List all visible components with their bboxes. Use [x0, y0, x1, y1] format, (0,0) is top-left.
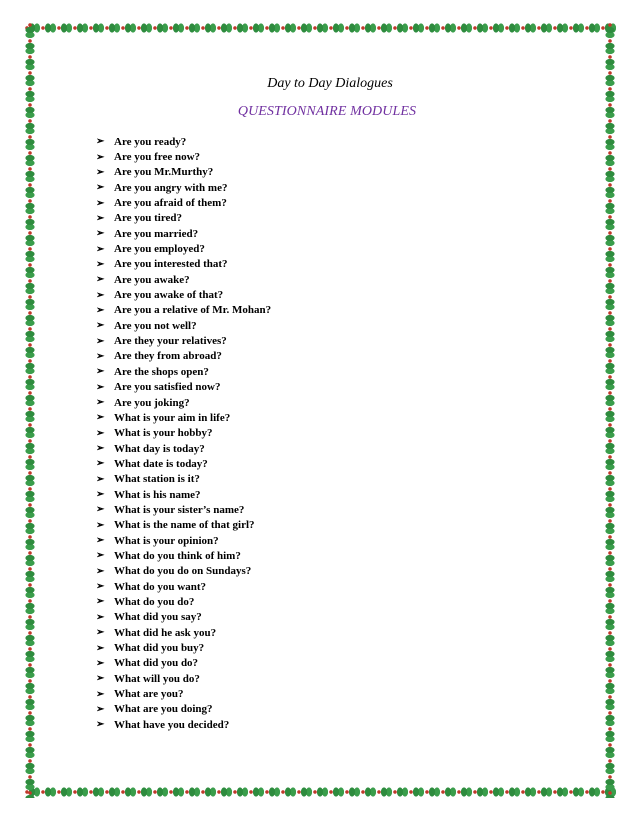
list-item	[96, 594, 576, 609]
question-text: Are you a relative of Mr. Mohan?	[114, 304, 272, 317]
question-text: What do you do?	[114, 595, 195, 608]
question-text: What are you doing?	[114, 703, 213, 716]
question-text: What did he ask you?	[114, 626, 217, 639]
arrow-check-bullet-icon: ➢	[96, 504, 105, 516]
arrow-check-bullet-icon: ➢	[96, 673, 105, 685]
holly-border-left	[24, 22, 36, 798]
list-item	[96, 241, 576, 256]
question-text: What did you say?	[114, 611, 202, 624]
list-item	[96, 441, 576, 456]
list-item	[96, 487, 576, 502]
list-item	[96, 426, 576, 441]
list-item	[96, 671, 576, 686]
arrow-check-bullet-icon: ➢	[96, 489, 105, 501]
arrow-check-bullet-icon: ➢	[96, 366, 105, 378]
question-text: What date is today?	[114, 457, 208, 470]
question-text: What station is it?	[114, 473, 200, 486]
question-list	[96, 134, 576, 732]
arrow-check-bullet-icon: ➢	[96, 473, 105, 485]
arrow-check-bullet-icon: ➢	[96, 320, 105, 332]
list-item	[96, 211, 576, 226]
question-text: What is your opinion?	[114, 534, 219, 547]
question-text: What did you do?	[114, 657, 199, 670]
arrow-check-bullet-icon: ➢	[96, 166, 105, 178]
question-text: Are you ready?	[114, 135, 187, 148]
question-text: Are you satisfied now?	[114, 381, 221, 394]
list-item	[96, 702, 576, 717]
arrow-check-bullet-icon: ➢	[96, 258, 105, 270]
question-text: Are you married?	[114, 227, 199, 240]
arrow-check-bullet-icon: ➢	[96, 581, 105, 593]
question-text: Are they your relatives?	[114, 335, 227, 348]
arrow-check-bullet-icon: ➢	[96, 627, 105, 639]
arrow-check-bullet-icon: ➢	[96, 611, 105, 623]
question-text: What do you want?	[114, 580, 206, 593]
question-text: Are you angry with me?	[114, 181, 228, 194]
holly-border-bottom	[24, 786, 616, 798]
arrow-check-bullet-icon: ➢	[96, 642, 105, 654]
arrow-check-bullet-icon: ➢	[96, 381, 105, 393]
list-item	[96, 303, 576, 318]
question-text: Are they from abroad?	[114, 350, 222, 363]
question-text: Are you interested that?	[114, 258, 228, 271]
arrow-check-bullet-icon: ➢	[96, 350, 105, 362]
question-text: Are you Mr.Murthy?	[114, 166, 214, 179]
arrow-check-bullet-icon: ➢	[96, 443, 105, 455]
arrow-check-bullet-icon: ➢	[96, 136, 105, 148]
page-title-text: Day to Day Dialogues	[267, 76, 393, 91]
arrow-check-bullet-icon: ➢	[96, 151, 105, 163]
question-text: What have you decided?	[114, 718, 230, 731]
list-item	[96, 610, 576, 625]
question-text: What did you buy?	[114, 642, 205, 655]
list-item	[96, 656, 576, 671]
arrow-check-bullet-icon: ➢	[96, 535, 105, 547]
arrow-check-bullet-icon: ➢	[96, 182, 105, 194]
question-text: What do you do on Sundays?	[114, 565, 252, 578]
arrow-check-bullet-icon: ➢	[96, 335, 105, 347]
page-subtitle	[0, 104, 638, 120]
list-item	[96, 410, 576, 425]
question-text: Are you employed?	[114, 243, 205, 256]
arrow-check-bullet-icon: ➢	[96, 565, 105, 577]
arrow-check-bullet-icon: ➢	[96, 228, 105, 240]
arrow-check-bullet-icon: ➢	[96, 304, 105, 316]
question-text: What do you think of him?	[114, 549, 241, 562]
list-item	[96, 149, 576, 164]
arrow-check-bullet-icon: ➢	[96, 412, 105, 424]
list-item	[96, 548, 576, 563]
arrow-check-bullet-icon: ➢	[96, 458, 105, 470]
arrow-check-bullet-icon: ➢	[96, 427, 105, 439]
arrow-check-bullet-icon: ➢	[96, 397, 105, 409]
page-title	[0, 76, 638, 92]
list-item	[96, 318, 576, 333]
arrow-check-bullet-icon: ➢	[96, 550, 105, 562]
list-item	[96, 502, 576, 517]
arrow-check-bullet-icon: ➢	[96, 274, 105, 286]
list-item	[96, 134, 576, 149]
question-text: Are you not well?	[114, 319, 197, 332]
list-item	[96, 472, 576, 487]
page-subtitle-text: QUESTIONNAIRE MODULES	[237, 104, 417, 119]
question-text: What is the name of that girl?	[114, 519, 255, 532]
arrow-check-bullet-icon: ➢	[96, 289, 105, 301]
question-text: What is your sister’s name?	[114, 503, 245, 516]
list-item	[96, 456, 576, 471]
list-item	[96, 364, 576, 379]
question-text: What are you?	[114, 688, 184, 701]
list-item	[96, 287, 576, 302]
list-item	[96, 640, 576, 655]
list-item	[96, 395, 576, 410]
arrow-check-bullet-icon: ➢	[96, 243, 105, 255]
list-item	[96, 226, 576, 241]
list-item	[96, 579, 576, 594]
list-item	[96, 625, 576, 640]
list-item	[96, 533, 576, 548]
question-text: What day is today?	[114, 442, 205, 455]
question-text: What is your hobby?	[114, 427, 213, 440]
list-item	[96, 717, 576, 732]
arrow-check-bullet-icon: ➢	[96, 719, 105, 731]
list-item	[96, 333, 576, 348]
question-text: Are you awake?	[114, 273, 190, 286]
list-item	[96, 272, 576, 287]
question-text: Are you tired?	[114, 212, 183, 225]
list-item	[96, 564, 576, 579]
list-item	[96, 380, 576, 395]
holly-border-right	[604, 22, 616, 798]
list-item	[96, 195, 576, 210]
arrow-check-bullet-icon: ➢	[96, 596, 105, 608]
question-text: What is his name?	[114, 488, 201, 501]
list-item	[96, 349, 576, 364]
arrow-check-bullet-icon: ➢	[96, 197, 105, 209]
question-text: What is your aim in life?	[114, 411, 231, 424]
question-text: What will you do?	[114, 672, 200, 685]
arrow-check-bullet-icon: ➢	[96, 212, 105, 224]
question-text: Are you awake of that?	[114, 289, 224, 302]
holly-border-top	[24, 22, 616, 34]
question-text: Are you afraid of them?	[114, 197, 227, 210]
list-item	[96, 257, 576, 272]
question-text: Are you free now?	[114, 151, 201, 164]
list-item	[96, 518, 576, 533]
list-item	[96, 180, 576, 195]
arrow-check-bullet-icon: ➢	[96, 688, 105, 700]
question-text: Are you joking?	[114, 396, 190, 409]
list-item	[96, 686, 576, 701]
question-text: Are the shops open?	[114, 365, 209, 378]
arrow-check-bullet-icon: ➢	[96, 519, 105, 531]
arrow-check-bullet-icon: ➢	[96, 657, 105, 669]
list-item	[96, 165, 576, 180]
arrow-check-bullet-icon: ➢	[96, 703, 105, 715]
